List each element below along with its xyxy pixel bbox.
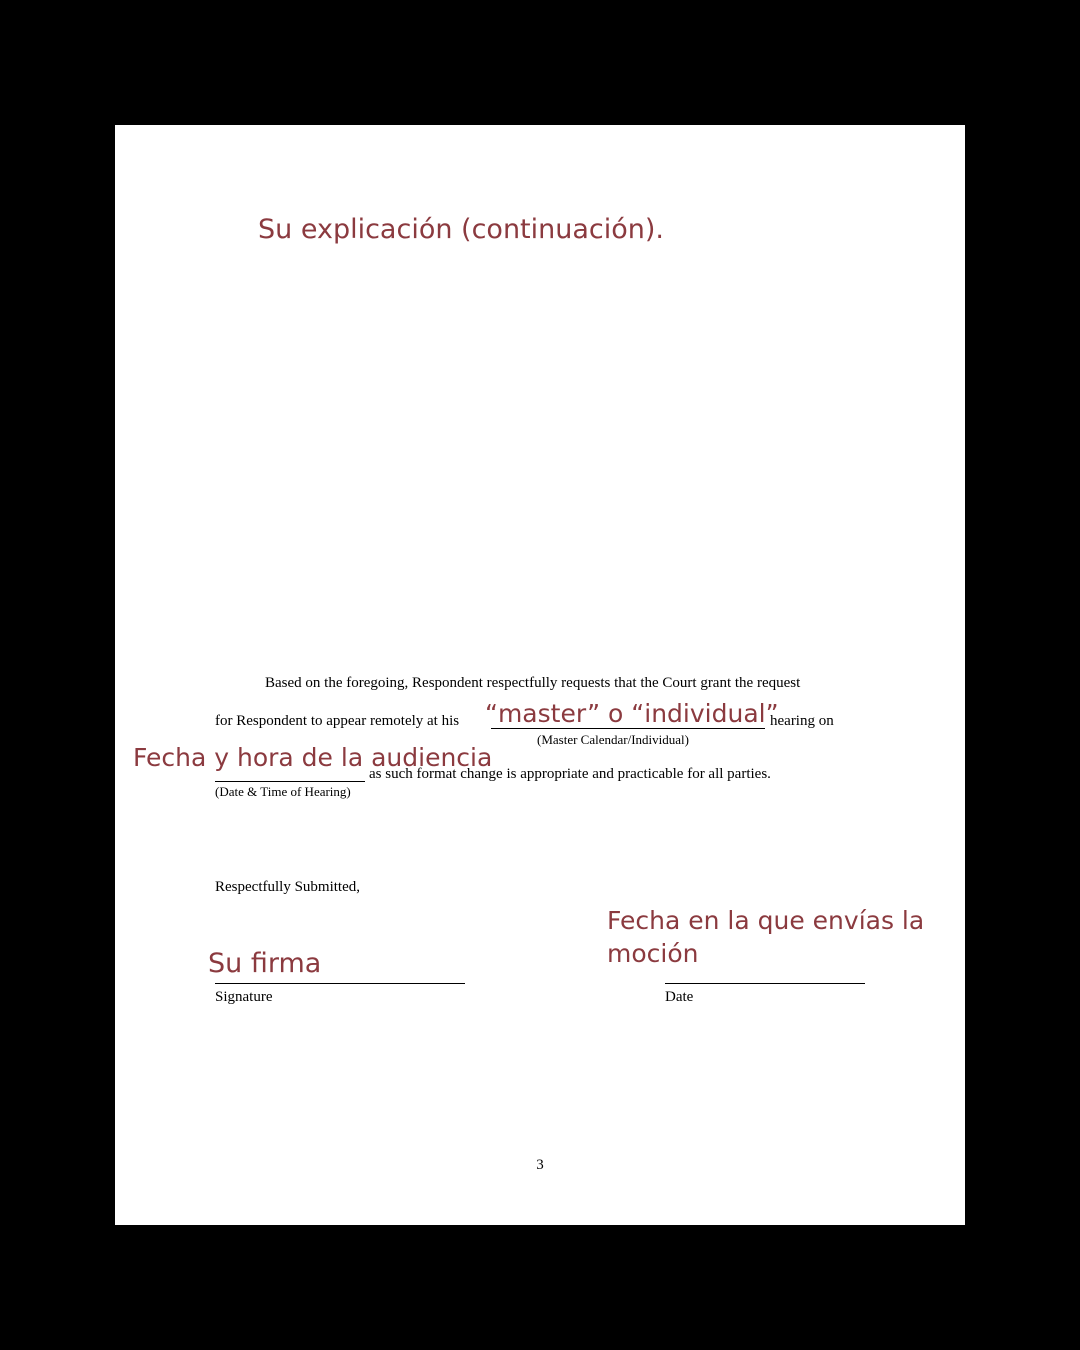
- request-paragraph-line-2-end: hearing on: [770, 713, 834, 729]
- request-paragraph-line-1: Based on the foregoing, Respondent respectfully requests that the Court grant the request: [265, 675, 801, 691]
- signature-label: Signature: [215, 989, 273, 1005]
- hearing-date-time-blank-line[interactable]: [215, 781, 365, 782]
- date-sent-annotation-line-1: Fecha en la que envías la: [607, 906, 925, 935]
- signature-line[interactable]: [215, 983, 465, 984]
- hearing-type-annotation: “master” o “individual”: [485, 699, 779, 728]
- signature-annotation: Su firma: [208, 948, 322, 979]
- explanation-annotation: Su explicación (continuación).: [258, 214, 665, 245]
- request-paragraph-line-2-start: for Respondent to appear remotely at his: [215, 713, 460, 729]
- hearing-date-time-caption: (Date & Time of Hearing): [215, 784, 351, 799]
- hearing-date-time-annotation: Fecha y hora de la audiencia: [133, 743, 493, 772]
- date-line[interactable]: [665, 983, 865, 984]
- date-sent-annotation-line-2: moción: [607, 939, 699, 968]
- document-page: [115, 125, 965, 1225]
- page-number: 3: [536, 1157, 544, 1173]
- request-paragraph-line-3-end: as such format change is appropriate and practicable for all parties.: [369, 766, 771, 782]
- date-label: Date: [665, 989, 694, 1005]
- respectfully-submitted: Respectfully Submitted,: [215, 879, 360, 895]
- hearing-type-caption: (Master Calendar/Individual): [537, 732, 689, 747]
